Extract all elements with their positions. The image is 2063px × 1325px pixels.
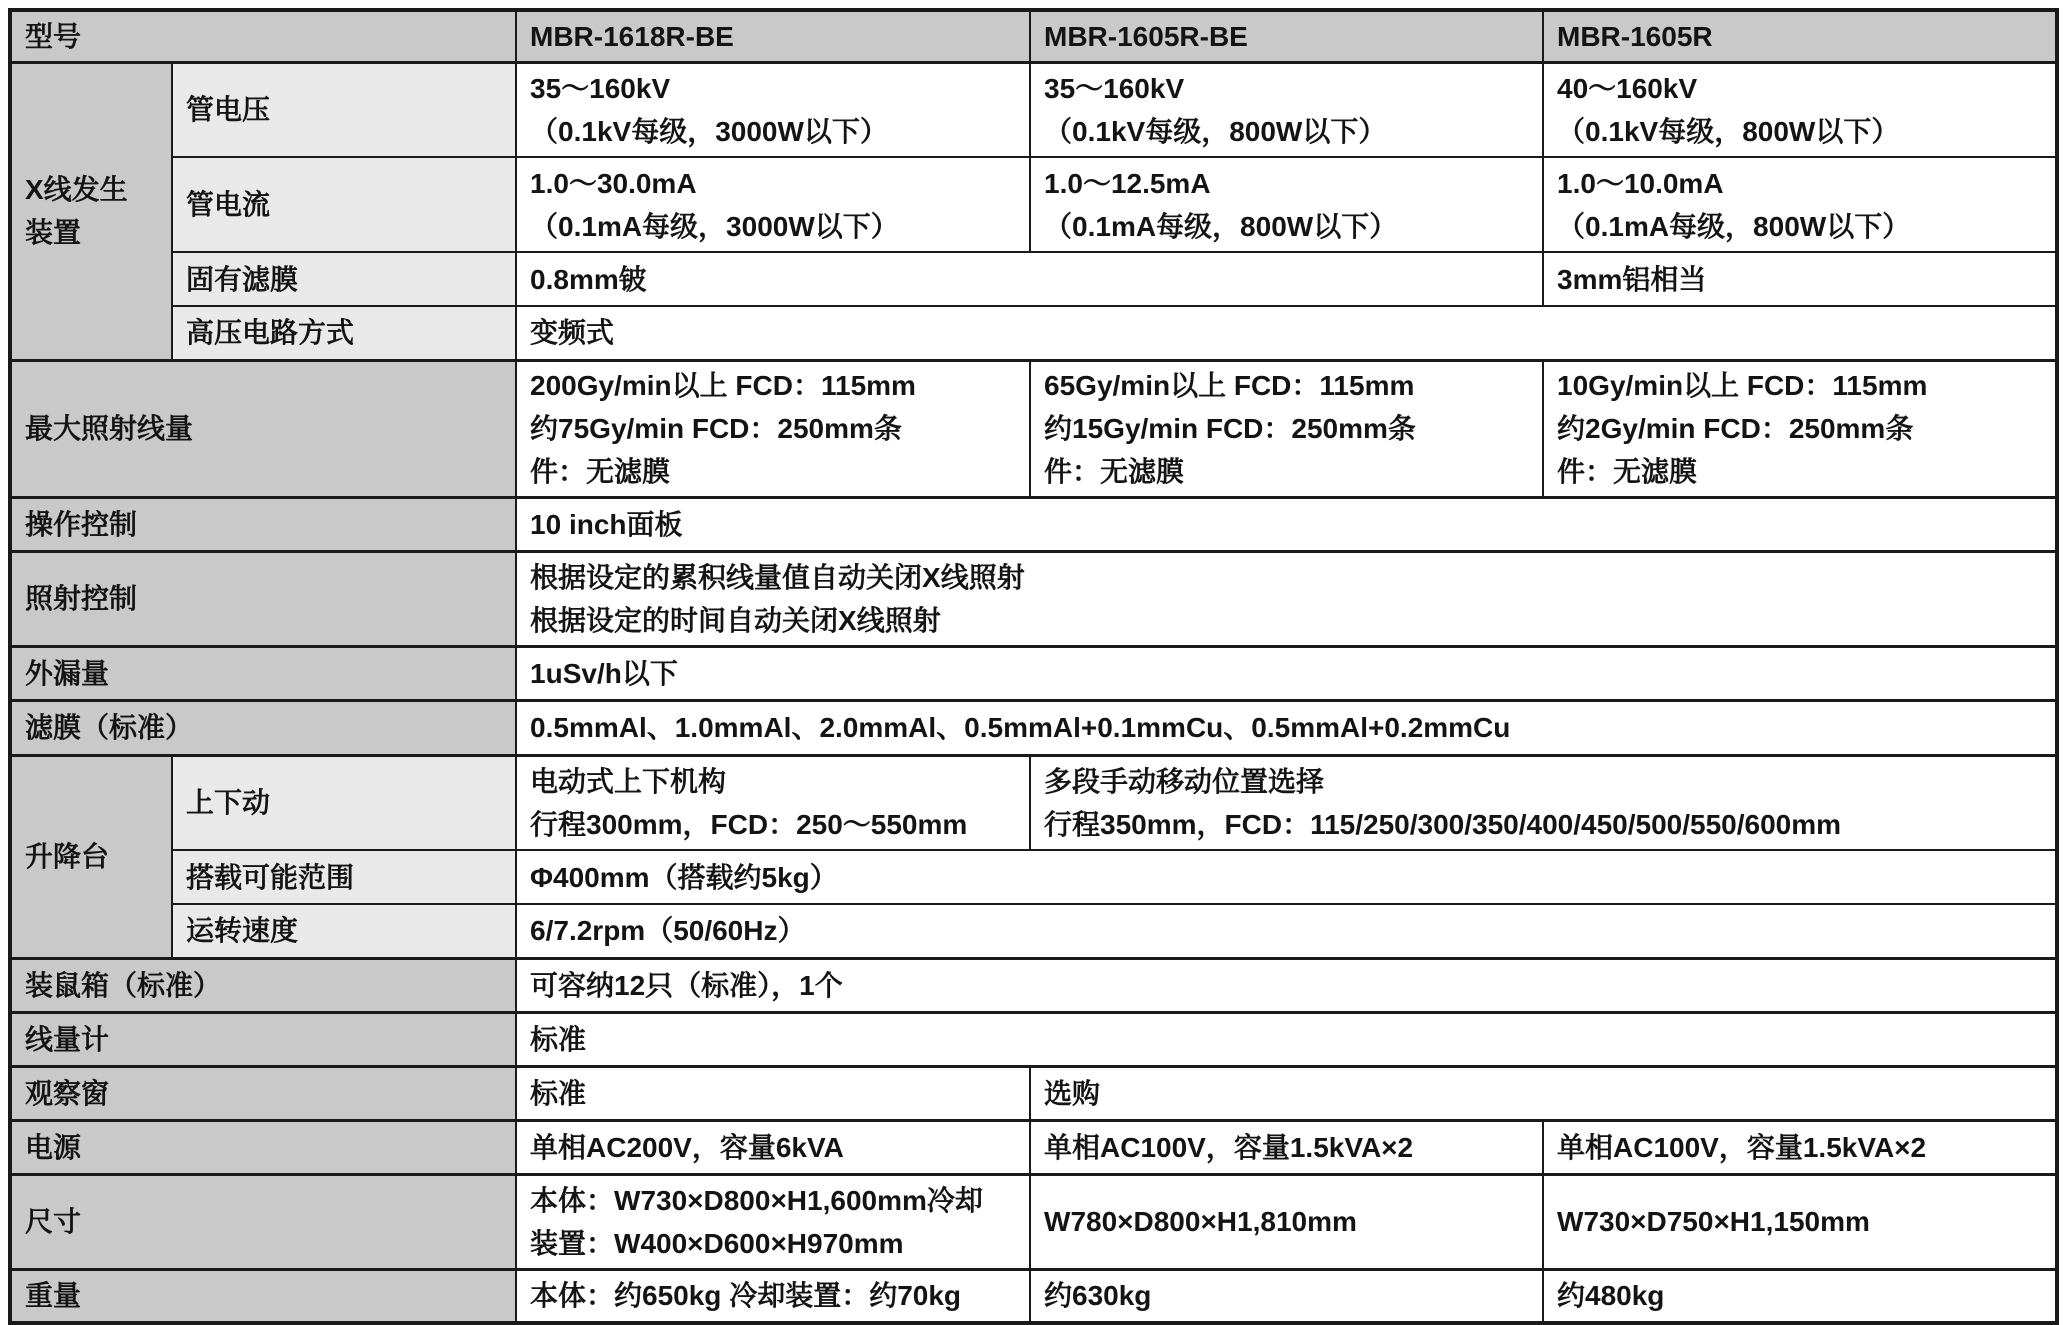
cell-tube-voltage-1 <box>516 62 1030 157</box>
cell-weight-2 <box>1030 1269 1543 1323</box>
cell-dimensions-label <box>10 1174 516 1269</box>
cell-max-dose-2 <box>1030 360 1543 497</box>
cell-text: 重量 <box>25 1280 82 1312</box>
cell-power-3 <box>1543 1120 2057 1174</box>
row-tube-current <box>10 157 2057 252</box>
row-mouse-box <box>10 958 2057 1012</box>
cell-text: 1uSv/h以下 <box>530 657 678 689</box>
cell-dosimeter-label <box>10 1012 516 1066</box>
cell-lift-table-label <box>10 755 172 958</box>
cell-text: 单相AC100V，容量1.5kVA×2 <box>1557 1131 1927 1163</box>
cell-text: 外漏量 <box>25 657 110 689</box>
spec-table <box>8 8 2059 1325</box>
cell-text: 35～160kV <box>530 72 671 104</box>
cell-weight-1 <box>516 1269 1030 1323</box>
cell-text: 根据设定的时间自动关闭X线照射 <box>530 604 941 636</box>
cell-text: 电源 <box>25 1131 82 1163</box>
cell-text: 10Gy/min以上 FCD：115mm <box>1557 370 1928 401</box>
cell-max-dose-3 <box>1543 360 2057 497</box>
cell-text: 单相AC100V，容量1.5kVA×2 <box>1044 1131 1414 1163</box>
cell-text: （0.1kV每级，800W以下） <box>1557 115 1900 147</box>
cell-text: 约2Gy/min FCD：250mm条 <box>1557 413 1914 444</box>
cell-leakage-all <box>516 646 2057 700</box>
cell-observation-window-1 <box>516 1066 1030 1120</box>
cell-inherent-filter-label <box>172 252 516 306</box>
cell-text: 件：无滤膜 <box>530 456 671 487</box>
row-irradiation-control <box>10 551 2057 646</box>
cell-text: 多段手动移动位置选择 <box>1044 765 1325 797</box>
cell-text: 0.5mmAl、1.0mmAl、2.0mmAl、0.5mmAl+0.1mmCu、0.5mmAl+0.2mmCu <box>530 712 1511 743</box>
row-model <box>10 10 2057 62</box>
cell-text: 标准 <box>530 1077 587 1109</box>
cell-mouse-box-all <box>516 958 2057 1012</box>
cell-text: 观察窗 <box>25 1077 110 1109</box>
cell-tube-current-label <box>172 157 516 252</box>
cell-text: 运转速度 <box>186 915 299 947</box>
cell-text: 约630kg <box>1044 1280 1152 1312</box>
cell-text: W730×D750×H1,150mm <box>1557 1206 1870 1237</box>
cell-text: 约15Gy/min FCD：250mm条 <box>1044 413 1416 444</box>
cell-text: （0.1kV每级，800W以下） <box>1044 115 1387 147</box>
cell-text: MBR-1605R <box>1557 20 1713 52</box>
cell-text: 1.0～10.0mA <box>1557 167 1724 199</box>
cell-text: 选购 <box>1044 1077 1101 1109</box>
cell-text: 上下动 <box>186 787 271 819</box>
cell-weight-label <box>10 1269 516 1323</box>
cell-text: 65Gy/min以上 FCD：115mm <box>1044 370 1415 401</box>
cell-rotation-speed-all <box>516 904 2057 958</box>
cell-power-2 <box>1030 1120 1543 1174</box>
cell-text: 电动式上下机构 <box>530 765 727 797</box>
cell-text: 尺寸 <box>25 1206 82 1237</box>
cell-text: 照射控制 <box>25 583 138 614</box>
cell-text: 1.0～30.0mA <box>530 167 697 199</box>
cell-text: Φ400mm（搭载约5kg） <box>530 861 838 893</box>
row-rotation-speed <box>10 904 2057 958</box>
cell-text: 3mm铝相当 <box>1557 263 1707 295</box>
cell-power-1 <box>516 1120 1030 1174</box>
cell-tube-current-2 <box>1030 157 1543 252</box>
cell-max-dose-label <box>10 360 516 497</box>
cell-dimensions-3 <box>1543 1174 2057 1269</box>
cell-text: （0.1kV每级，3000W以下） <box>530 115 888 147</box>
row-operation-control <box>10 497 2057 551</box>
cell-filters-standard-all <box>516 700 2057 755</box>
spec-table-body <box>10 10 2057 1323</box>
cell-operation-control-all <box>516 497 2057 551</box>
cell-text: 可容纳12只（标准），1个 <box>530 969 843 1001</box>
row-dimensions <box>10 1174 2057 1269</box>
cell-text: 操作控制 <box>25 508 138 540</box>
cell-text: 35～160kV <box>1044 72 1185 104</box>
row-load-range <box>10 850 2057 904</box>
cell-load-range-all <box>516 850 2057 904</box>
cell-vertical-motion-1 <box>516 755 1030 850</box>
row-weight <box>10 1269 2057 1323</box>
cell-text: 40～160kV <box>1557 72 1698 104</box>
cell-rotation-speed-label <box>172 904 516 958</box>
cell-text: 装置 <box>25 217 82 248</box>
cell-model-1 <box>516 10 1030 62</box>
cell-power-label <box>10 1120 516 1174</box>
cell-tube-voltage-3 <box>1543 62 2057 157</box>
cell-vertical-motion-label <box>172 755 516 850</box>
cell-text: MBR-1618R-BE <box>530 20 734 52</box>
cell-text: 固有滤膜 <box>186 263 299 295</box>
cell-weight-3 <box>1543 1269 2057 1323</box>
cell-text: 200Gy/min以上 FCD：115mm <box>530 370 916 401</box>
cell-model-2 <box>1030 10 1543 62</box>
cell-irradiation-control-label <box>10 551 516 646</box>
row-vertical-motion <box>10 755 2057 850</box>
cell-text: 装置：W400×D600×H970mm <box>530 1227 904 1259</box>
cell-max-dose-1 <box>516 360 1030 497</box>
cell-load-range-label <box>172 850 516 904</box>
cell-irradiation-control-all <box>516 551 2057 646</box>
cell-text: 装鼠箱（标准） <box>25 969 222 1001</box>
cell-model-3 <box>1543 10 2057 62</box>
row-dosimeter <box>10 1012 2057 1066</box>
cell-text: 单相AC200V，容量6kVA <box>530 1131 844 1163</box>
cell-text: 最大照射线量 <box>25 413 194 444</box>
cell-text: MBR-1605R-BE <box>1044 20 1248 52</box>
cell-operation-control-label <box>10 497 516 551</box>
cell-vertical-motion-2-3 <box>1030 755 2057 850</box>
cell-tube-current-3 <box>1543 157 2057 252</box>
cell-text: 本体：约650kg 冷却装置：约70kg <box>530 1280 962 1312</box>
cell-text: 1.0～12.5mA <box>1044 167 1211 199</box>
cell-text: 搭载可能范围 <box>186 861 355 893</box>
cell-model-label <box>10 10 516 62</box>
cell-text: （0.1mA每级，800W以下） <box>1557 210 1911 242</box>
cell-text: 标准 <box>530 1023 587 1055</box>
cell-observation-window-label <box>10 1066 516 1120</box>
cell-text: 6/7.2rpm（50/60Hz） <box>530 915 806 947</box>
cell-text: 约480kg <box>1557 1280 1665 1312</box>
row-tube-voltage <box>10 62 2057 157</box>
cell-hv-circuit-all <box>516 306 2057 360</box>
cell-text: 0.8mm铍 <box>530 263 647 295</box>
cell-text: 变频式 <box>530 317 615 349</box>
cell-text: 约75Gy/min FCD：250mm条 <box>530 413 902 444</box>
cell-text: X线发生 <box>25 174 128 205</box>
cell-text: 件：无滤膜 <box>1557 456 1698 487</box>
cell-dimensions-1 <box>516 1174 1030 1269</box>
cell-text: 行程350mm，FCD：115/250/300/350/400/450/500/550/600mm <box>1044 808 1842 840</box>
cell-tube-current-1 <box>516 157 1030 252</box>
row-leakage <box>10 646 2057 700</box>
cell-text: （0.1mA每级，800W以下） <box>1044 210 1398 242</box>
cell-text: 管电流 <box>186 189 271 220</box>
cell-text: 管电压 <box>186 94 271 126</box>
cell-text: 件：无滤膜 <box>1044 456 1185 487</box>
cell-text: 根据设定的累积线量值自动关闭X线照射 <box>530 561 1025 593</box>
cell-text: 型号 <box>25 20 82 52</box>
cell-mouse-box-label <box>10 958 516 1012</box>
cell-text: 本体：W730×D800×H1,600mm冷却 <box>530 1184 983 1216</box>
row-inherent-filter <box>10 252 2057 306</box>
row-max-dose <box>10 360 2057 497</box>
cell-dosimeter-all <box>516 1012 2057 1066</box>
cell-inherent-filter-3 <box>1543 252 2057 306</box>
cell-text: （0.1mA每级，3000W以下） <box>530 210 899 242</box>
cell-text: 滤膜（标准） <box>25 712 194 743</box>
cell-inherent-filter-1-2 <box>516 252 1543 306</box>
cell-xray-generator-label <box>10 62 172 360</box>
cell-tube-voltage-label <box>172 62 516 157</box>
cell-observation-window-2-3 <box>1030 1066 2057 1120</box>
cell-text: 高压电路方式 <box>186 317 355 349</box>
cell-text: 线量计 <box>25 1023 110 1055</box>
row-filters-standard <box>10 700 2057 755</box>
row-hv-circuit <box>10 306 2057 360</box>
cell-text: W780×D800×H1,810mm <box>1044 1206 1357 1237</box>
cell-text: 10 inch面板 <box>530 508 683 540</box>
cell-leakage-label <box>10 646 516 700</box>
cell-filters-standard-label <box>10 700 516 755</box>
cell-hv-circuit-label <box>172 306 516 360</box>
cell-tube-voltage-2 <box>1030 62 1543 157</box>
row-observation-window <box>10 1066 2057 1120</box>
cell-text: 升降台 <box>25 841 110 872</box>
cell-text: 行程300mm，FCD：250～550mm <box>530 808 968 840</box>
cell-dimensions-2 <box>1030 1174 1543 1269</box>
row-power <box>10 1120 2057 1174</box>
